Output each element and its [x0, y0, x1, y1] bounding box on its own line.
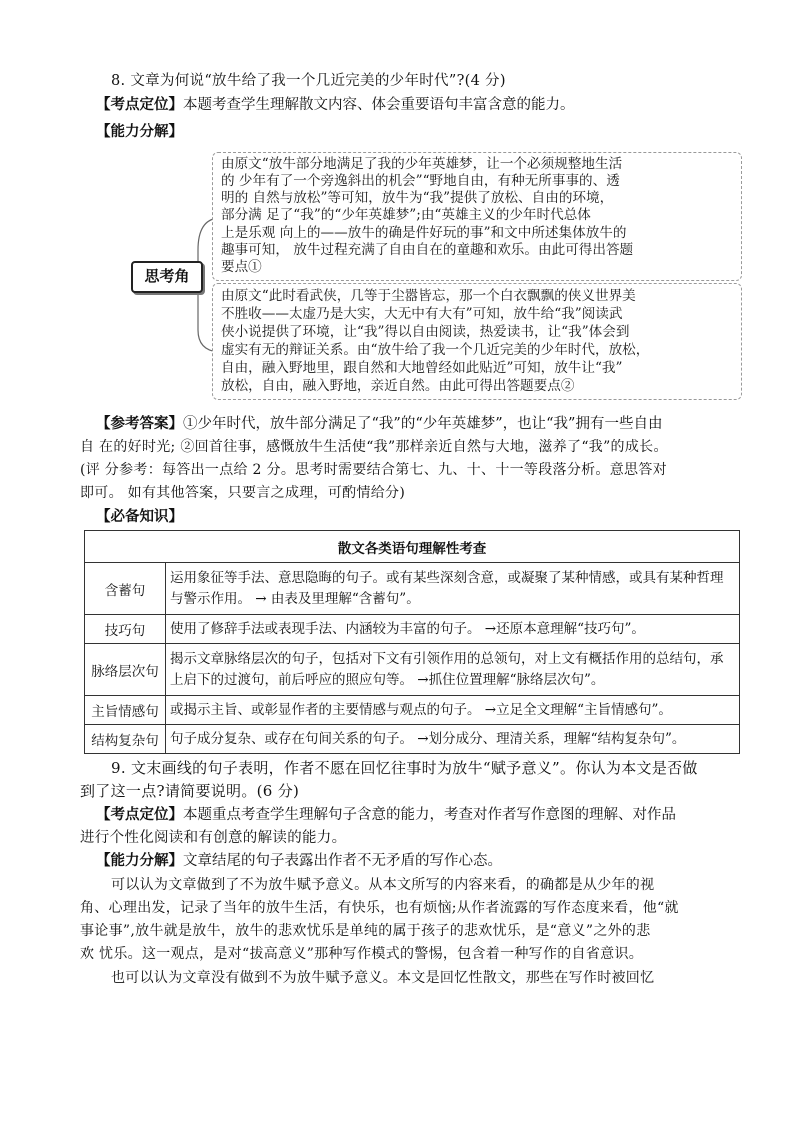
table-row [85, 615, 740, 644]
q9-para1: 事论事”,放牛就是放牛，放牛的悲欢忧乐是单纯的属于孩子的悲欢忧乐，是“意义”之外的悲 [80, 923, 651, 939]
knowledge-tag: 【必备知识】 [96, 509, 183, 525]
table-row [85, 696, 740, 725]
box1-line: 部分满 足了“我”的“少年英雄梦”;由“英雄主义的少年时代总体 [221, 207, 591, 223]
box1-line: 趣事可知， 放牛过程充满了自由自在的童趣和欢乐。由此可得出答题 [221, 242, 634, 258]
row-category: 技巧句 [85, 615, 166, 644]
kaodian-text: 本题考查学生理解散文内容、体会重要语句丰富含意的能力。 [183, 97, 575, 113]
answer-tag: 【参考答案】 [96, 416, 183, 432]
row-desc: 句子成分复杂、或存在句间关系的句子。 →划分成分、理清关系，理解“结构复杂句”。 [166, 725, 740, 754]
kaodian-tag: 【考点定位】 [96, 807, 183, 823]
box2-line: 不胜收——太虚乃是大实，大无中有大有”可知，放牛给“我”阅读武 [221, 306, 623, 322]
nengli-tag: 【能力分解】 [96, 124, 183, 140]
q8-question: 8. 文章为何说“放牛给了我一个几近完美的少年时代”?(4 分) [111, 73, 506, 89]
row-desc: 使用了修辞手法或表现手法、内涵较为丰富的句子。 →还原本意理解“技巧句”。 [166, 615, 740, 644]
answer-line-1: 【参考答案】①少年时代，放牛部分满足了“我”的“少年英雄梦”，也让“我”拥有一些自由 [96, 416, 663, 432]
box2-line: 由原文“此时看武侠，几等于尘嚣皆忘，那一个白衣飘飘的侠义世界美 [221, 288, 636, 304]
q9-para1: 欢 忧乐。这一观点，是对“拔高意义”那种写作模式的警惕，包含着一种写作的自省意识。 [80, 946, 644, 962]
table-row [85, 725, 740, 754]
table-row [85, 644, 740, 696]
answer-line-2: 自 在的好时光; ②回首往事，感慨放牛生活使“我”那样亲近自然与大地，滋养了“我”的成长。 [80, 439, 668, 455]
q9-para1: 可以认为文章做到了不为放牛赋予意义。从本文所写的内容来看，的确都是从少年的视 [111, 877, 655, 893]
answer-line-3: (评 分参考：每答出一点给 2 分。思考时需要结合第七、九、十、十一等段落分析。意思答对 [80, 462, 667, 478]
analysis-box-1 [212, 152, 742, 281]
row-desc: 揭示文章脉络层次的句子，包括对下文有引领作用的总领句，对上文有概括作用的总结句，承上启下的过渡句，前后呼应的照应句等。 →抓住位置理解“脉络层次句”。 [166, 644, 740, 696]
q9-question-l2: 到了这一点?请简要说明。(6 分) [80, 782, 300, 800]
table-row [85, 563, 740, 615]
box1-line: 的 少年有了一个旁逸斜出的机会”“野地自由，有种无所事事的、透 [221, 173, 620, 189]
thinking-label: 思考角 [131, 261, 203, 293]
q9-para1: 角、心理出发，记录了当年的放牛生活，有快乐，也有烦恼;从作者流露的写作态度来看，他“就 [80, 900, 679, 916]
analysis-box-2 [212, 283, 742, 400]
kaodian-tag: 【考点定位】 [96, 97, 183, 113]
row-category: 脉络层次句 [85, 644, 166, 696]
q9-para2: 也可以认为文章没有做到不为放牛赋予意义。本文是回忆性散文，那些在写作时被回忆 [111, 970, 655, 986]
answer-line-4: 即可。 如有其他答案，只要言之成理，可酌情给分) [80, 485, 406, 501]
box1-line: 由原文“放牛部分地满足了我的少年英雄梦，让一个必须规整地生活 [221, 156, 623, 172]
q9-question-l1: 9. 文末画线的句子表明，作者不愿在回忆往事时为放牛“赋予意义”。你认为本文是否做 [111, 759, 698, 777]
q9-kaodian: 【考点定位】本题重点考查学生理解句子含意的能力，考查对作者写作意图的理解、对作品 [96, 807, 676, 823]
q9-nengli: 【能力分解】文章结尾的句子表露出作者不无矛盾的写作心态。 [96, 853, 502, 869]
box2-line: 侠小说提供了环境，让“我”得以自由阅读，热爱读书，让“我”体会到 [221, 324, 630, 340]
row-desc: 运用象征等手法、意思隐晦的句子。或有某些深刻含意，或凝聚了某种情感，或具有某种哲理与警示作用。 → 由表及里理解“含蓄句”。 [166, 563, 740, 615]
row-desc: 或揭示主旨、或彰显作者的主要情感与观点的句子。 →立足全文理解“主旨情感句”。 [166, 696, 740, 725]
box2-line: 放松，自由，融入野地，亲近自然。由此可得出答题要点② [221, 378, 575, 394]
nengli-tag: 【能力分解】 [96, 853, 183, 869]
box1-line: 明的 自然与放松”等可知，放牛为“我”提供了放松、自由的环境， [221, 190, 614, 206]
row-category: 含蓄句 [85, 563, 166, 615]
q8-kaodian [96, 95, 575, 115]
box2-line: 自由，融入野地里，跟自然和大地曾经如此贴近”可知，放牛让“我” [221, 360, 623, 376]
row-category: 主旨情感句 [85, 696, 166, 725]
box1-line: 要点① [221, 259, 262, 275]
knowledge-table [84, 530, 740, 754]
box2-line: 虚实有无的辩证关系。由“放牛给了我一个几近完美的少年时代，放松， [221, 342, 650, 358]
q9-kaodian-l2: 进行个性化阅读和有创意的解读的能力。 [80, 830, 347, 846]
table-title: 散文各类语句理解性考查 [85, 531, 740, 563]
row-category: 结构复杂句 [85, 725, 166, 754]
box1-line: 上是乐观 向上的——放牛的确是件好玩的事”和文中所述集体放牛的 [221, 225, 627, 241]
